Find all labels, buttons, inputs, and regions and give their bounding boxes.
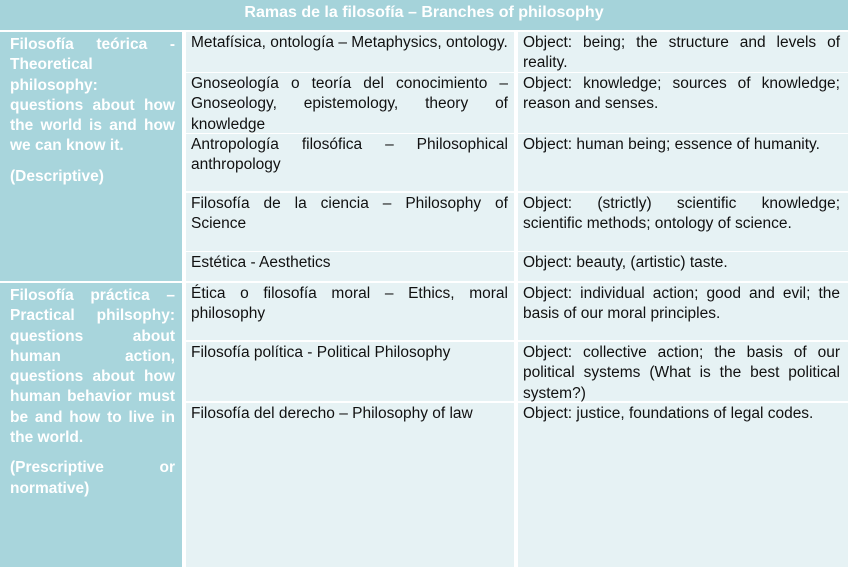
branch-cell: Filosofía del derecho – Philosophy of law [186,403,514,567]
branch-cell: Gnoseología o teoría del conocimiento – Gnoseology, epistemology, theory of knowledge [186,73,514,133]
object-cell: Object: (strictly) scientific knowledge; scientific methods; ontology of science. [518,193,848,251]
object-cell: Object: collective action; the basis of our political systems (What is the best political system?) [518,342,848,401]
category-label: Filosofía teórica - Theoretical philosophy: questions about how the world is and how we can know it. [10,36,175,155]
category-practical [0,283,182,567]
branch-cell: Metafísica, ontología – Metaphysics, ontology. [186,32,514,72]
table-title: Ramas de la filosofía – Branches of philosophy [0,0,848,30]
object-cell: Object: knowledge; sources of knowledge; reason and senses. [518,73,848,133]
object-cell: Object: individual action; good and evil; the basis of our moral principles. [518,283,848,340]
category-theoretical [0,32,182,281]
branch-cell: Estética - Aesthetics [186,252,514,281]
object-cell: Object: human being; essence of humanity. [518,134,848,191]
category-note: (Descriptive) [10,167,104,185]
object-cell: Object: beauty, (artistic) taste. [518,252,848,281]
object-cell: Object: justice, foundations of legal codes. [518,403,848,567]
category-note: (Prescriptive or normative) [10,459,175,497]
branch-cell: Antropología filosófica – Philosophical anthropology [186,134,514,191]
object-cell: Object: being; the structure and levels of reality. [518,32,848,72]
branch-cell: Ética o filosofía moral – Ethics, moral philosophy [186,283,514,340]
branch-cell: Filosofía política - Political Philosophy [186,342,514,401]
category-label: Filosofía práctica – Practical philsophy: questions about human action, questions about how human behavior must be and how to live in the world. [10,287,175,447]
branch-cell: Filosofía de la ciencia – Philosophy of Science [186,193,514,251]
